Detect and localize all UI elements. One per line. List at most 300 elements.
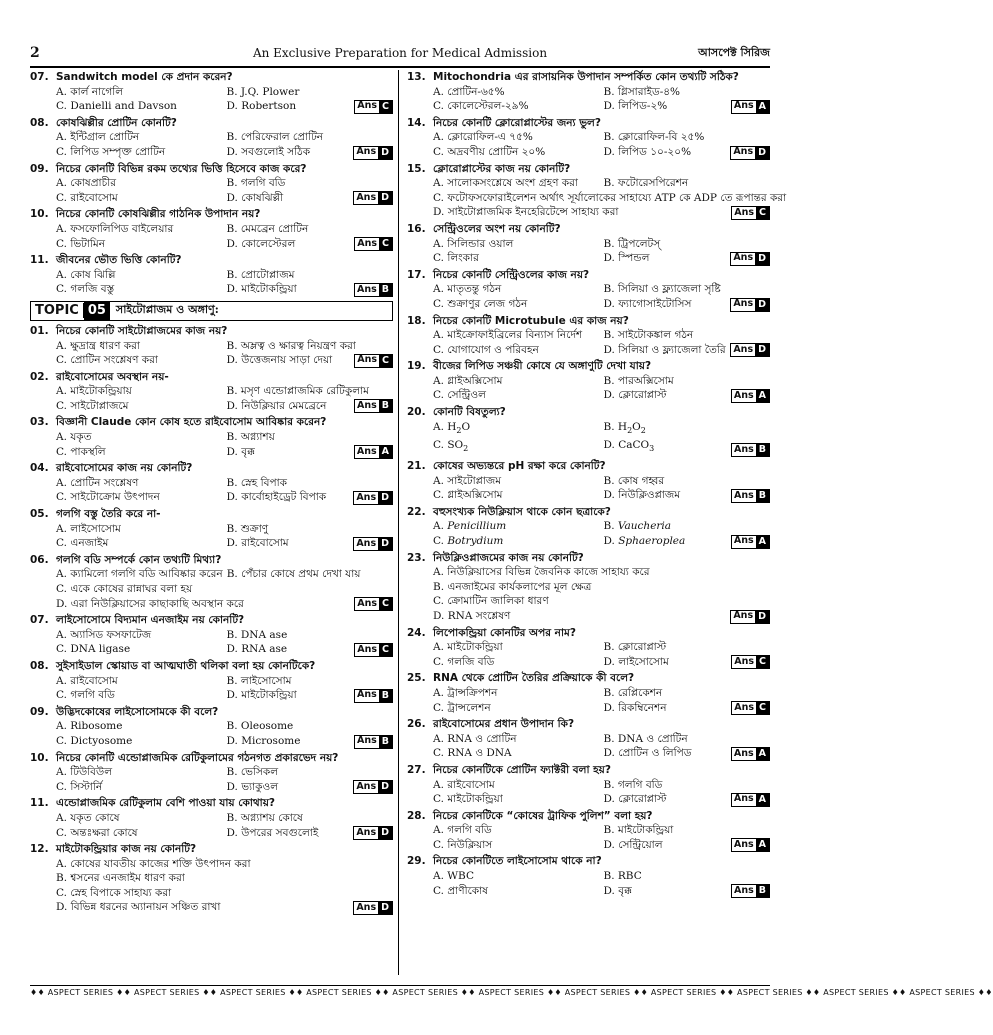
question-number: 16.: [407, 222, 426, 235]
option: D. রাইবোসোম: [226, 537, 289, 550]
option: A. রাইবোসোম: [433, 778, 495, 791]
answer-label: Ans: [356, 491, 377, 503]
answer-label: Ans: [356, 537, 377, 549]
option-list: [407, 374, 770, 403]
question-text: [407, 314, 770, 329]
question-item: [30, 162, 393, 206]
question-item: [407, 116, 770, 160]
option: B. শ্বসনের এনজাইম ধারণ করা: [56, 872, 185, 885]
option: D. উপরের সবগুলোই: [226, 826, 319, 839]
answer-label: Ans: [356, 400, 377, 412]
answer-badge: [353, 191, 393, 205]
question-text: [407, 268, 770, 283]
option: D. উত্তেজনায় সাড়া দেয়া: [226, 354, 333, 367]
option: B. মাইটোকন্ড্রিয়া: [603, 824, 674, 837]
option: A. ক্লোরোফিল-এ ৭৫%: [433, 131, 533, 144]
question-text: [407, 763, 770, 778]
option: D. ক্লোরোপ্লাস্ট: [603, 793, 667, 806]
option: B. Oleosome: [226, 720, 294, 733]
answer-label: Ans: [356, 781, 377, 793]
answer-letter: A: [756, 101, 769, 113]
question-number: 11.: [30, 797, 49, 810]
option: D. ক্লোরোপ্লাস্ট: [603, 389, 667, 402]
option-list: [30, 857, 393, 915]
question-number: 24.: [407, 626, 426, 639]
option: A. লাইসোসোম: [56, 522, 121, 535]
option: B. অগ্ন্যাশয়: [226, 431, 275, 444]
option: B. অগ্ন্যাশয় কোষে: [226, 811, 303, 824]
option: D. ভ্যাকুওল: [226, 780, 279, 793]
option-list: [407, 237, 770, 266]
option-list: [30, 384, 393, 413]
answer-letter: A: [756, 839, 769, 851]
question-number: 07.: [30, 71, 49, 83]
question-text: [407, 162, 770, 177]
question-stem: নিচের কোনটি Microtubule এর কাজ নয়?: [433, 314, 629, 327]
answer-badge: [730, 343, 770, 357]
option: C. নিউক্লিয়াস: [433, 838, 493, 851]
question-text: [30, 659, 393, 674]
option: C. গলগি বডি: [56, 689, 115, 702]
question-stem: লিপোকন্ড্রিয়া কোনটির অপর নাম?: [433, 626, 576, 639]
option: B. গ্লিসারাইড-৪%: [603, 85, 681, 98]
question-text: [407, 70, 770, 85]
answer-badge: [731, 793, 770, 807]
option: B. পারঅক্সিসোম: [603, 374, 674, 387]
question-item: [30, 842, 393, 915]
option-list: [407, 686, 770, 715]
option: D. লিপিড ১০-২০%: [603, 145, 692, 158]
option: B. এনজাইমের কার্যকলাপের মূল ক্ষেত্র: [433, 580, 592, 593]
option: C. DNA ligase: [56, 643, 131, 656]
answer-letter: B: [379, 284, 392, 296]
option: D. রিকম্বিনেশন: [603, 701, 667, 714]
option: D. নিউক্লিয়ার মেমব্রেনে: [226, 399, 327, 412]
question-number: 09.: [30, 162, 49, 175]
answer-badge: [353, 901, 393, 915]
option: A. সিলিন্ডার ওয়াল: [433, 237, 514, 250]
option-list: [407, 565, 770, 623]
answer-label: Ans: [356, 283, 377, 295]
option: A. ক্যামিলো গলগি বডি আবিষ্কার করেন: [56, 568, 223, 581]
option: A. টিউবিউল: [56, 766, 113, 779]
answer-label: Ans: [357, 597, 378, 609]
question-text: [30, 116, 393, 131]
question-text: [407, 359, 770, 374]
question-stem: রাইবোসোমের প্রধান উপাদান কি?: [433, 718, 575, 731]
option: A. WBC: [433, 870, 474, 883]
question-item: [407, 626, 770, 670]
answer-badge: [731, 655, 770, 669]
option: D. বিভিন্ন ধরনের অ্যানায়ন সঞ্চিত রাখা: [56, 901, 221, 914]
option: D. এরা নিউক্লিয়াসের কাছাকাছি অবস্থান করে: [56, 597, 244, 610]
topic-label: TOPIC: [31, 303, 84, 318]
question-stem: এন্ডোপ্লাজমিক রেটিকুলাম বেশি পাওয়া যায় কোথায়?: [56, 797, 276, 810]
question-text: [30, 751, 393, 766]
option: D. CaCO$_3$: [603, 439, 655, 454]
question-stem: Sandwitch model কে প্রদান করেন?: [56, 71, 233, 83]
option-list: [407, 282, 770, 311]
option: A. সাইটোপ্লাজম: [433, 474, 502, 487]
question-item: [30, 796, 393, 840]
question-item: [407, 314, 770, 358]
option: A. ইন্টিগ্রাল প্রোটিন: [56, 131, 140, 144]
question-item: [407, 359, 770, 403]
question-number: 28.: [407, 809, 426, 822]
question-text: [30, 507, 393, 522]
option: C. $SO_2$: [433, 439, 469, 454]
option: C. একে কোষের রান্নাঘর বলা হয়: [56, 583, 193, 595]
option-list: [30, 176, 393, 205]
answer-label: Ans: [357, 354, 378, 366]
option-list: [407, 420, 770, 457]
question-number: 22.: [407, 505, 426, 518]
answer-badge: [731, 535, 770, 549]
answer-letter: A: [756, 390, 769, 402]
option: C. ট্রান্সলেশন: [433, 701, 491, 714]
answer-badge: [353, 780, 393, 794]
answer-badge: [731, 389, 770, 403]
answer-label: Ans: [356, 689, 377, 701]
answer-badge: [354, 689, 393, 703]
option: B. মেমব্রেন প্রোটিন: [226, 222, 309, 235]
question-item: [407, 70, 770, 114]
question-item: [30, 370, 393, 414]
option: B. পেরিফেরাল প্রোটিন: [226, 131, 324, 144]
option: A. ট্রান্সক্রিপশন: [433, 686, 498, 699]
question-stem: নিচের কোনটিকে “কোষের ট্রাফিক পুলিশ” বলা হয়?: [433, 809, 653, 822]
question-text: [30, 461, 393, 476]
answer-letter: D: [755, 611, 769, 623]
option: D. লাইসোসোম: [603, 655, 669, 668]
answer-letter: C: [756, 656, 769, 668]
topic-name: সাইটোপ্লাজম ও অঙ্গাণু:: [115, 303, 219, 317]
question-text: [30, 553, 393, 568]
question-text: [30, 842, 393, 857]
option-list: [407, 823, 770, 852]
answer-badge: [731, 701, 770, 715]
question-stem: ক্লোরোপ্লাস্টের কাজ নয় কোনটি?: [433, 162, 571, 175]
option: D. লিপিড-২%: [603, 100, 668, 113]
question-item: [407, 459, 770, 503]
option-list: [30, 567, 393, 611]
answer-label: Ans: [356, 735, 377, 747]
option: C. লিংকার: [433, 252, 479, 265]
option-list: [30, 476, 393, 505]
question-stem: রাইবোসোমের অবস্থান নয়-: [56, 370, 169, 383]
option-list: [30, 130, 393, 159]
question-text: [30, 613, 393, 628]
option: B. কোষ গহ্বর: [603, 474, 665, 487]
answer-label: Ans: [733, 100, 754, 112]
option: D. মাইটোকন্ড্রিয়া: [226, 689, 297, 702]
option: C. কোলেস্টেরল-২৯%: [433, 100, 529, 113]
answer-label: Ans: [733, 443, 754, 455]
option: D. কোষঝিল্লী: [226, 191, 284, 204]
question-number: 13.: [407, 71, 426, 83]
answer-letter: C: [379, 101, 392, 113]
option: A. মাতৃতন্তু গঠন: [433, 283, 502, 296]
option: D. RNA ase: [226, 643, 288, 656]
question-text: [30, 324, 393, 339]
question-item: [30, 613, 393, 657]
answer-letter: C: [756, 702, 769, 714]
option: B. সিলিয়া ও ফ্ল্যাজেলা সৃষ্টি: [603, 283, 721, 296]
option: A. প্রোটিন-৬৫%: [433, 85, 505, 98]
answer-badge: [731, 838, 770, 852]
option: B. J.Q. Plower: [226, 85, 300, 98]
answer-label: Ans: [356, 826, 377, 838]
answer-letter: D: [378, 827, 392, 839]
answer-badge: [353, 146, 393, 160]
option: C. পাকস্থলি: [56, 445, 106, 458]
option: C. শুক্রাণুর লেজ গঠন: [433, 297, 528, 310]
option: B. গলগি বডি: [226, 177, 286, 190]
option: D. নিউক্লিওপ্লাজম: [603, 489, 681, 502]
option: D. সবগুলোই সঠিক: [226, 145, 311, 158]
option: A. যকৃত: [56, 431, 92, 444]
answer-letter: D: [378, 902, 392, 914]
answer-label: Ans: [357, 237, 378, 249]
question-number: 06.: [30, 553, 49, 566]
option: C. ক্রোমাটিন জালিকা ধারণ: [433, 595, 549, 608]
answer-badge: [354, 354, 393, 368]
answer-letter: D: [378, 538, 392, 550]
question-stem: নিচের কোনটি এন্ডোপ্লাজমিক রেটিকুলামের গঠনগত প্রকারভেদ নয়?: [56, 751, 339, 764]
option: A. গলগি বডি: [433, 824, 492, 837]
option: A. ফসফোলিপিড বাইলেয়ার: [56, 222, 174, 235]
question-item: [30, 507, 393, 551]
option: B. গলগি বডি: [603, 778, 663, 791]
answer-label: Ans: [733, 389, 754, 401]
question-number: 01.: [30, 324, 49, 337]
question-stem: উদ্ভিদকোষের লাইসোসোমকে কী বলে?: [56, 705, 219, 718]
option: C. প্রাণীকোষ: [433, 884, 488, 897]
option: C. RNA ও DNA: [433, 747, 512, 760]
question-text: [30, 796, 393, 811]
question-item: [30, 461, 393, 505]
option-list: [30, 674, 393, 703]
option: B. ট্রিপলেটস্: [603, 237, 661, 250]
answer-letter: B: [379, 400, 392, 412]
answer-label: Ans: [733, 489, 754, 501]
question-number: 19.: [407, 360, 426, 373]
answer-badge: [730, 298, 770, 312]
right-column: [398, 70, 787, 975]
question-stem: লাইসোসোমে বিদ্যমান এনজাইম নয় কোনটি?: [56, 614, 245, 627]
question-text: [407, 116, 770, 131]
page-header: [30, 42, 770, 64]
option: D. প্রোটিন ও লিপিড: [603, 747, 692, 760]
question-stem: নিচের কোনটিকে প্রোটিন ফ্যাক্টরী বলা হয়?: [433, 763, 611, 776]
question-number: 14.: [407, 116, 426, 129]
answer-label: Ans: [356, 146, 377, 158]
answer-label: Ans: [733, 793, 754, 805]
option: C. সেন্ট্রিওল: [433, 389, 486, 402]
question-item: [30, 553, 393, 611]
answer-badge: [354, 643, 393, 657]
answer-badge: [731, 489, 770, 503]
option: A. কোষপ্রাচীর: [56, 177, 117, 190]
answer-label: Ans: [733, 298, 754, 310]
answer-letter: A: [756, 748, 769, 760]
question-number: 02.: [30, 370, 49, 383]
question-number: 20.: [407, 406, 426, 419]
question-number: 26.: [407, 718, 426, 731]
answer-letter: C: [379, 355, 392, 367]
answer-label: Ans: [734, 701, 755, 713]
answer-label: Ans: [357, 100, 378, 112]
option-list: [407, 519, 770, 548]
answer-label: Ans: [733, 747, 754, 759]
question-stem: Mitochondria এর রাসায়নিক উপাদান সম্পর্কিত কোন তথ্যটি সঠিক?: [433, 71, 739, 83]
option-list: [407, 778, 770, 807]
question-columns: [30, 70, 787, 975]
answer-badge: [353, 491, 393, 505]
option: C. অন্তঃক্ষরা কোষে: [56, 826, 138, 839]
answer-badge: [353, 537, 393, 551]
question-number: 09.: [30, 705, 49, 718]
question-stem: বিজ্ঞানী Claude কোন কোষ হতে রাইবোসোম আবিষ্কার করেন?: [56, 416, 327, 429]
question-item: [30, 415, 393, 459]
option: A. কোষ ঝিল্লি: [56, 268, 116, 281]
answer-label: Ans: [356, 901, 377, 913]
answer-label: Ans: [357, 643, 378, 655]
question-stem: RNA থেকে প্রোটিন তৈরির প্রক্রিয়াকে কী বলে?: [433, 672, 635, 685]
answer-letter: D: [378, 192, 392, 204]
answer-badge: [730, 252, 770, 266]
option: A. প্রোটিন সংশ্লেষণ: [56, 476, 139, 489]
question-item: [407, 854, 770, 898]
question-text: [407, 854, 770, 869]
answer-badge: [730, 146, 770, 160]
right-questions: [407, 70, 787, 898]
question-item: [407, 162, 787, 220]
answer-badge: [354, 237, 393, 251]
option: C. ফটোফসফোরাইলেশন অর্থাৎ সূর্যালোকের সাহায্যে ATP কে ADP তে রূপান্তর করা: [433, 191, 787, 204]
answer-letter: D: [378, 781, 392, 793]
question-item: [407, 222, 770, 266]
option-list: [30, 719, 393, 748]
question-text: [407, 626, 770, 641]
option: D. সেন্ট্রিয়োল: [603, 838, 663, 851]
option-list: [30, 222, 393, 251]
question-stem: নিচের কোনটি সাইটোপ্লাজমের কাজ নয়?: [56, 324, 228, 337]
question-stem: কোষঝিল্লীর প্রোটিন কোনটি?: [56, 116, 177, 129]
question-number: 23.: [407, 551, 426, 564]
option: A. Ribosome: [56, 720, 123, 733]
answer-badge: [731, 206, 770, 220]
question-text: [407, 222, 770, 237]
answer-letter: D: [755, 299, 769, 311]
question-stem: নিচের কোনটি ক্লোরোপ্লাস্টের জন্য ভুল?: [433, 116, 601, 129]
option: B. RBC: [603, 870, 642, 883]
answer-letter: C: [379, 598, 392, 610]
question-text: [407, 505, 770, 520]
answer-label: Ans: [734, 656, 755, 668]
option: A. কার্ল নাগেলি: [56, 85, 124, 98]
option: B. Vaucheria: [603, 520, 672, 533]
question-stem: সুইসাইডাল স্কোয়াড বা আত্মঘাতী থলিকা বলা হয় কোনটিকে?: [56, 659, 316, 672]
question-stem: গলগি বডি সম্পর্কে কোন তথ্যটি মিথ্যা?: [56, 553, 222, 566]
question-number: 07.: [30, 614, 49, 627]
answer-badge: [354, 399, 393, 413]
answer-letter: B: [756, 885, 769, 897]
answer-letter: D: [755, 253, 769, 265]
answer-label: Ans: [734, 206, 755, 218]
option-list: [407, 474, 770, 503]
question-stem: কোনটি বিষতুল্য?: [433, 406, 506, 419]
question-item: [407, 268, 770, 312]
question-item: [30, 116, 393, 160]
question-number: 18.: [407, 314, 426, 327]
question-item: [407, 405, 770, 457]
option: D. স্পিন্ডল: [603, 252, 650, 265]
option: C. মাইটোকন্ড্রিয়া: [433, 793, 503, 806]
option: C. রাইবোসোম: [56, 191, 118, 204]
option: B. মসৃণ এন্ডোপ্লাজমিক রেটিকুলাম: [226, 385, 369, 398]
option: A. রাইবোসোম: [56, 674, 118, 687]
left-questions-post: [30, 324, 393, 915]
option: D. Robertson: [226, 100, 297, 113]
option: D. কোলেস্টেরল: [226, 237, 296, 250]
answer-badge: [354, 283, 393, 297]
answer-label: Ans: [733, 839, 754, 851]
option: C. লিপিড সম্পৃক্ত প্রোটিন: [56, 145, 166, 158]
question-number: 29.: [407, 855, 426, 868]
question-item: [407, 505, 770, 549]
option: A. $H_2O$: [433, 420, 471, 435]
answer-letter: A: [756, 794, 769, 806]
option: A. RNA ও প্রোটিন: [433, 732, 517, 745]
answer-label: Ans: [356, 192, 377, 204]
option: C. সাইটোক্রোম উৎপাদন: [56, 491, 160, 504]
answer-letter: D: [378, 492, 392, 504]
option: A. যকৃত কোষে: [56, 811, 120, 824]
option: B. ক্লোরোফিল-বি ২৫%: [603, 131, 705, 144]
question-text: [30, 253, 393, 268]
option: A. কোষের যাবতীয় কাজের শক্তি উৎপাদন করা: [56, 857, 251, 870]
option: C. সিস্টার্নি: [56, 780, 103, 793]
option: B. DNA ও প্রোটিন: [603, 732, 688, 745]
option-list: [30, 811, 393, 840]
option: A. গ্লাইঅক্সিসোম: [433, 374, 503, 387]
left-questions-pre: [30, 70, 393, 297]
option: B. লাইসোসোম: [226, 674, 292, 687]
question-stem: গলগি বস্তু তৈরি করে না-: [56, 508, 161, 521]
option: C. ভিটামিন: [56, 237, 106, 250]
answer-label: Ans: [733, 146, 754, 158]
option-list: [407, 640, 770, 669]
topic-number: 05: [84, 302, 110, 320]
page-footer: ♦♦ ASPECT SERIES ♦♦ ASPECT SERIES ♦♦ ASPECT SERIES ♦♦ ASPECT SERIES ♦♦ ASPECT SERIES ♦♦ ASPECT SERIES ♦♦ ASPECT SERIES ♦♦ ASPECT SERIES ♦♦ ASPECT SERIES ♦♦ ASPECT SERIES ♦♦ ASPECT SERIES ♦♦: [30, 985, 770, 997]
answer-letter: B: [756, 490, 769, 502]
header-rule: [30, 66, 770, 68]
question-stem: কোষের অভ্যন্তরে pH রক্ষা করে কোনটি?: [433, 460, 606, 473]
option: D. ফ্যাগোসাইটোসিস: [603, 297, 692, 310]
question-text: [407, 459, 770, 474]
question-number: 11.: [30, 254, 49, 267]
option: C. গলজি বডি: [433, 655, 495, 668]
option: D. সাইটোপ্লাজমিক ইনহেরিটেন্সে সাহায্য করা: [433, 206, 619, 219]
option: B. শুক্রাণু: [226, 522, 269, 535]
question-stem: সেন্ট্রিওলের অংশ নয় কোনটি?: [433, 222, 561, 235]
question-number: 05.: [30, 508, 49, 521]
option: A. সালোকসংশ্লেষে অংশ গ্রহণ করা: [433, 177, 578, 190]
question-item: [30, 659, 393, 703]
question-stem: মাইটোকন্ড্রিয়ার কাজ নয় কোনটি?: [56, 843, 197, 856]
option: C. Danielli and Davson: [56, 100, 177, 113]
